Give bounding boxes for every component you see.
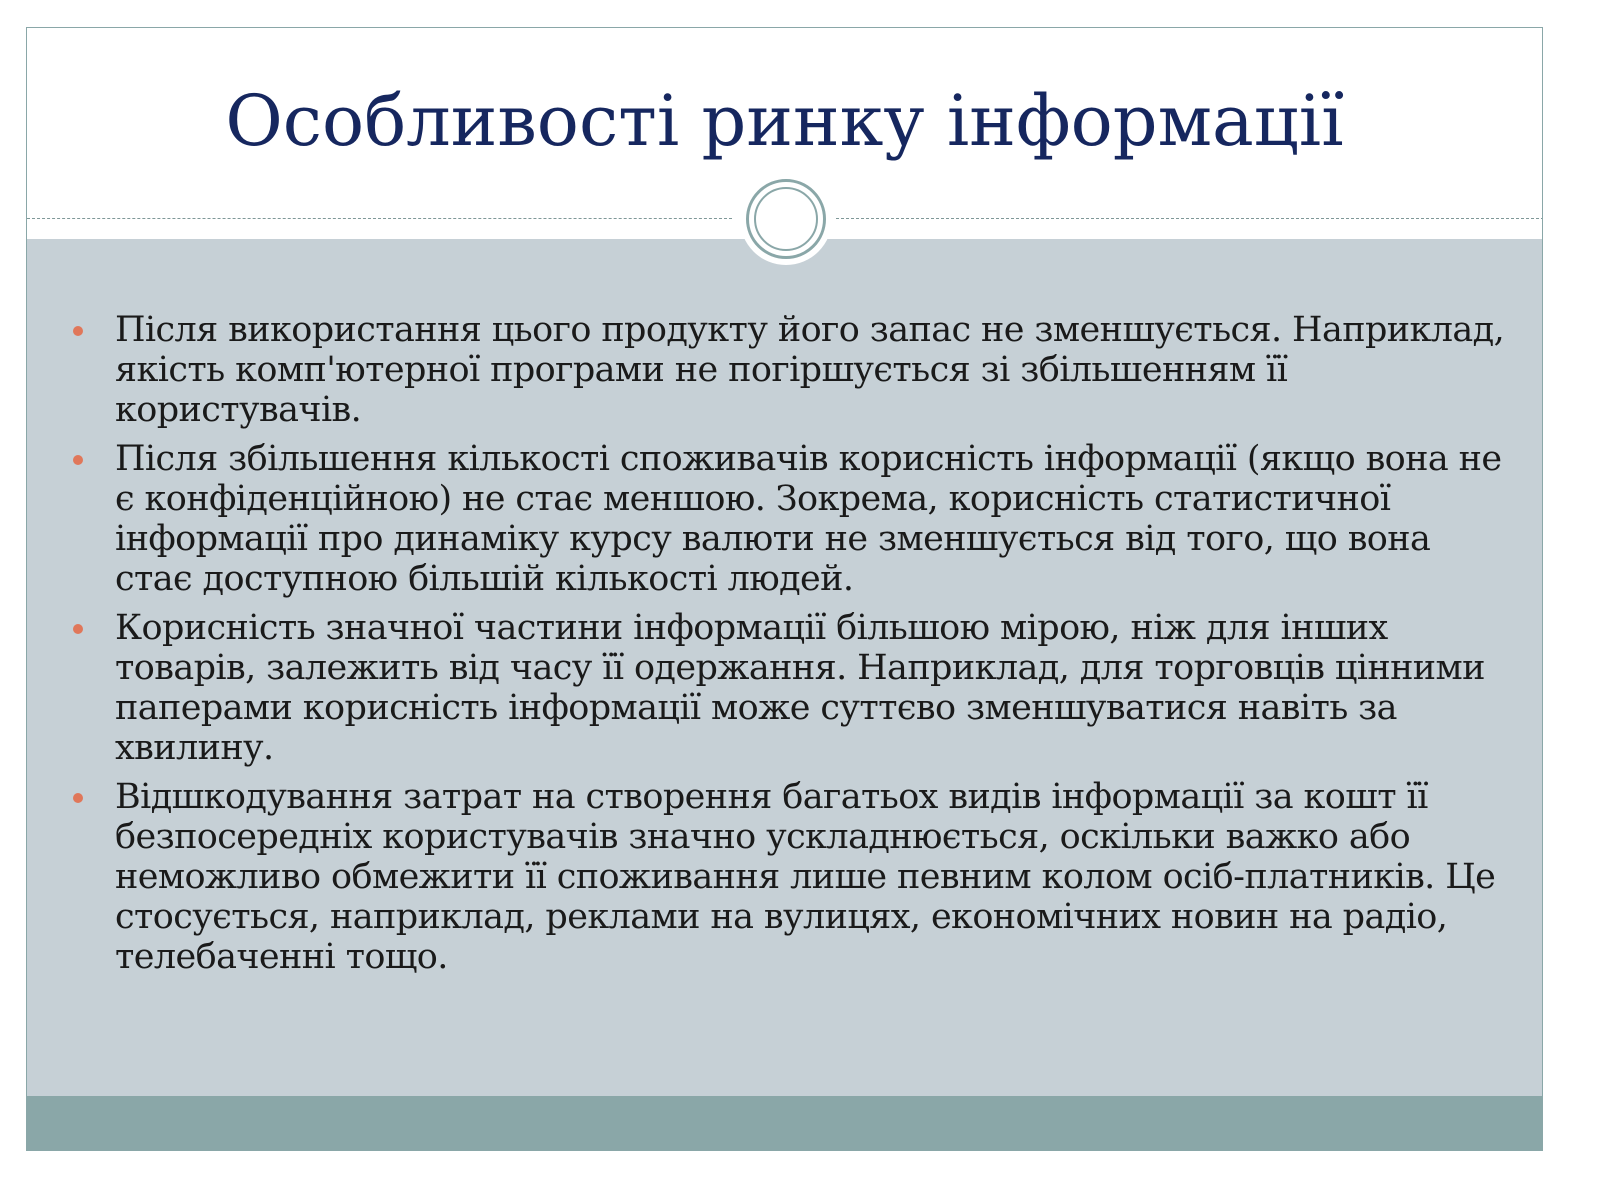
header-divider-right: [836, 218, 1543, 219]
bullet-item: [27, 777, 1542, 977]
bullet-dot-icon: [73, 455, 83, 465]
bullet-dot-icon: [73, 624, 83, 634]
bullet-dot-icon: [73, 326, 83, 336]
bullet-text: Відшкодування затрат на створення багатьох видів інформації за кошт її безпосередніх користувачів значно ускладнюється, оскільки важко або неможливо обмежити її споживання лише певним колом осіб-платників. Це стосується, наприклад, реклами на вулицях, економічних новин на радіо, телебаченні тощо.: [115, 777, 1496, 977]
bullet-dot-icon: [73, 793, 83, 803]
bullet-text: Після використання цього продукту його запас не зменшується. Наприклад, якість комп'ютерної програми не погіршується зі збільшенням її користувачів.: [115, 310, 1505, 430]
header-divider-left: [27, 218, 732, 219]
bullet-item: [27, 439, 1542, 599]
circle-ornament-inner-icon: [754, 187, 818, 251]
bullet-text: Корисність значної частини інформації більшою мірою, ніж для інших товарів, залежить від часу її одержання. Наприклад, для торговців цінними паперами корисність інформації може суттєво зменшуватися навіть за хвилину.: [115, 608, 1485, 768]
footer-band: [27, 1096, 1542, 1151]
bullet-list: [27, 310, 1542, 986]
slide: [26, 27, 1543, 1151]
bullet-item: [27, 608, 1542, 768]
bullet-item: [27, 310, 1542, 430]
bullet-text: Після збільшення кількості споживачів корисність інформації (якщо вона не є конфіденційною) не стає меншою. Зокрема, корисність статистичної інформації про динаміку курсу валюти не зменшується від того, що вона стає доступною більшій кількості людей.: [115, 439, 1502, 599]
slide-title: Особливості ринку інформації: [225, 80, 1344, 162]
